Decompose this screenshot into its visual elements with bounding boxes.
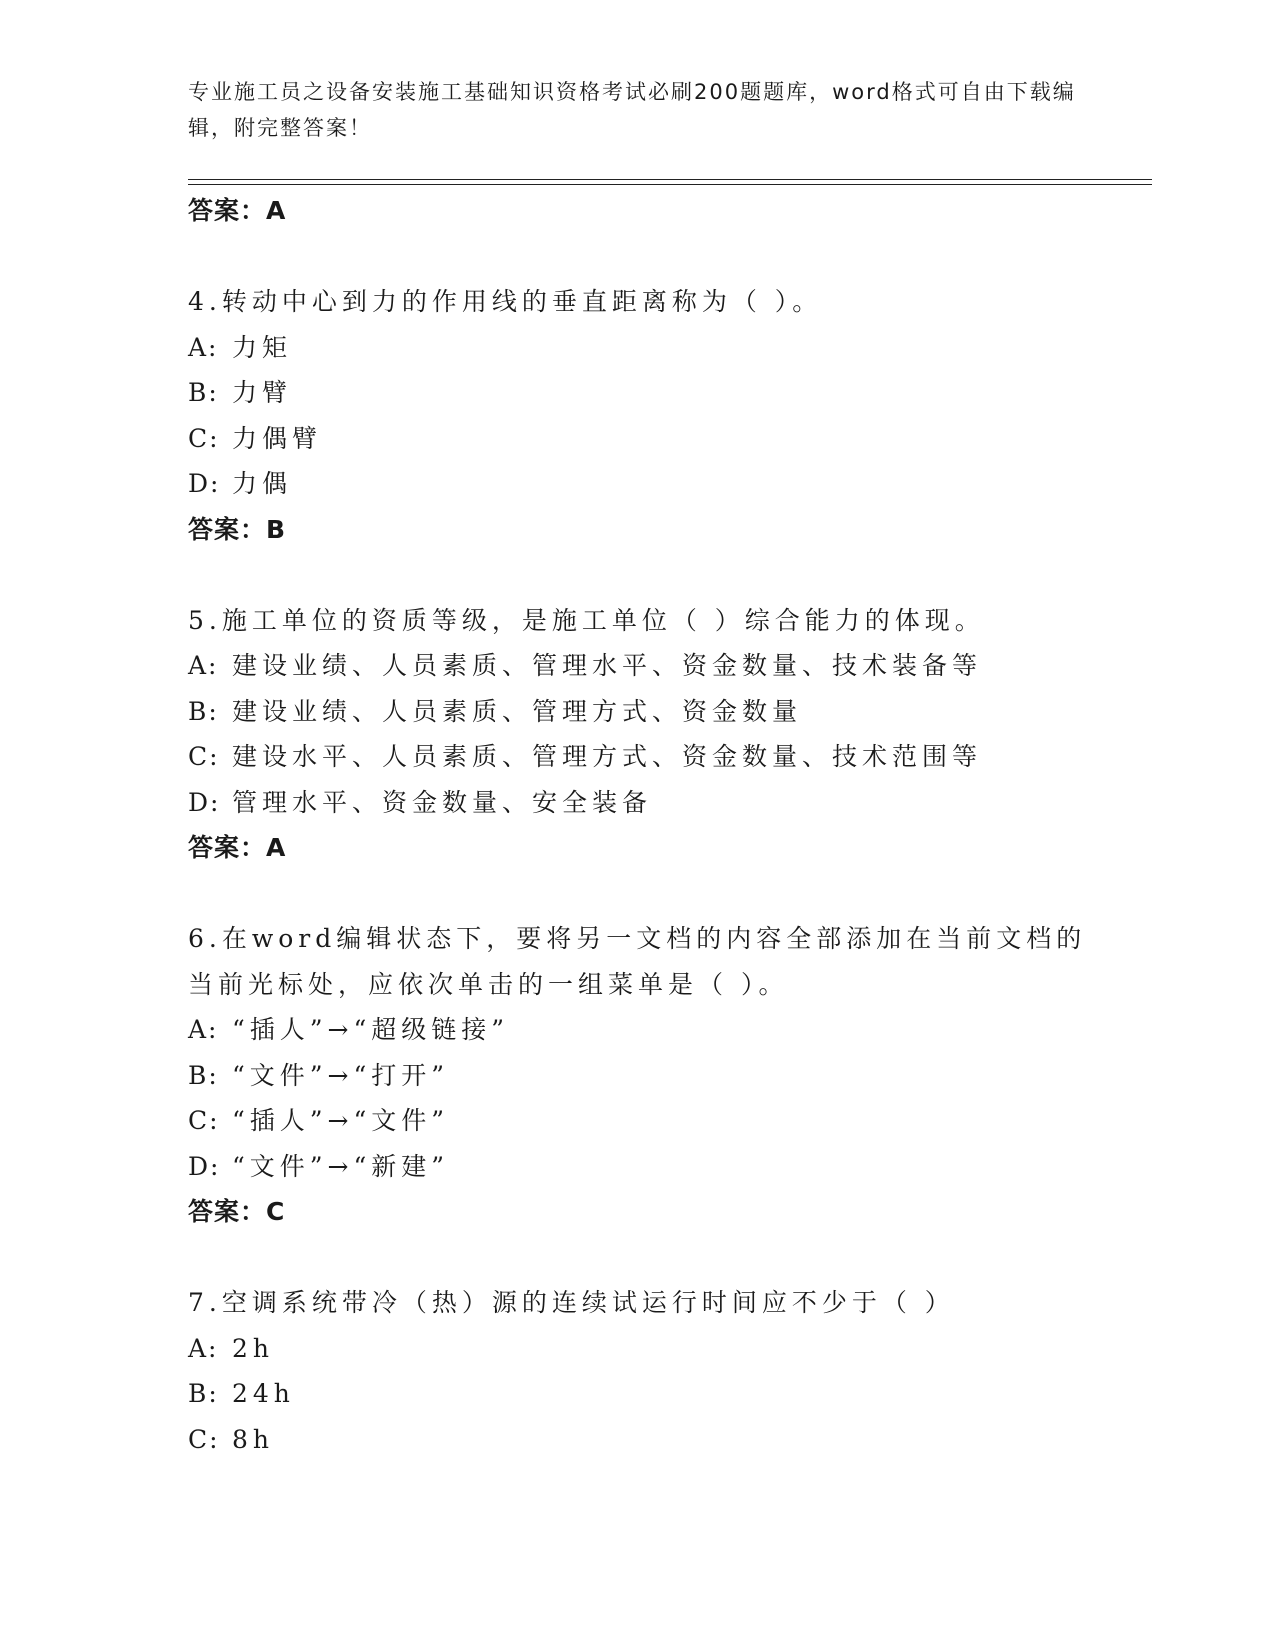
option-a	[188, 1007, 1088, 1053]
answer-label: 答案：	[188, 1197, 267, 1226]
option-text: 力臂	[232, 378, 293, 407]
question-7	[188, 1280, 1088, 1462]
option-letter: C:	[188, 423, 220, 453]
option-letter: C:	[188, 1424, 220, 1454]
option-letter: B:	[188, 1379, 219, 1408]
option-letter: D:	[188, 787, 221, 817]
question-6	[188, 916, 1088, 1235]
option-d	[188, 461, 1088, 507]
option-letter: A:	[188, 1015, 219, 1044]
answer-value: C	[266, 1197, 286, 1226]
question-4	[188, 279, 1088, 553]
spacer	[188, 1235, 1088, 1280]
option-text: 力偶臂	[232, 423, 323, 453]
answer-label: 答案：	[188, 833, 267, 862]
option-text: “插人”→“超级链接”	[232, 1015, 510, 1044]
answer-label: 答案：	[188, 514, 267, 544]
answer	[188, 1189, 1088, 1235]
option-letter: B:	[188, 1060, 219, 1090]
option-letter: A:	[188, 332, 219, 362]
option-d	[188, 780, 1088, 826]
question-stem	[188, 1280, 1088, 1326]
option-b	[188, 1053, 1088, 1099]
document-header	[188, 74, 1088, 146]
option-text: “文件”→“新建”	[232, 1151, 450, 1181]
option-text: 管理水平、资金数量、安全装备	[232, 787, 653, 817]
option-a	[188, 1326, 1088, 1372]
question-text: 在word编辑状态下，要将另一文档的内容全部添加在当前文档的当前光标处，应依次单击的一组菜单是（ ）。	[188, 924, 1087, 999]
answer-value: A	[266, 196, 287, 225]
header-rule-bottom	[188, 184, 1152, 185]
option-text: 建设业绩、人员素质、管理水平、资金数量、技术装备等	[232, 651, 983, 680]
option-letter: C:	[188, 742, 220, 771]
question-stem	[188, 598, 1088, 644]
answer-label: 答案：	[188, 196, 267, 225]
question-number: 4.	[188, 287, 222, 316]
option-letter: D:	[188, 469, 221, 498]
option-text: 8h	[232, 1424, 275, 1454]
option-text: 力偶	[232, 469, 293, 498]
answer	[188, 507, 1088, 553]
option-letter: A:	[188, 651, 219, 680]
option-letter: B:	[188, 696, 219, 726]
question-5	[188, 598, 1088, 872]
option-letter: B:	[188, 378, 219, 407]
spacer	[188, 234, 1088, 279]
option-letter: C:	[188, 1106, 220, 1135]
option-text: 建设业绩、人员素质、管理方式、资金数量	[232, 696, 803, 726]
question-stem	[188, 279, 1088, 325]
option-text: “插人”→“文件”	[232, 1106, 450, 1135]
option-a	[188, 325, 1088, 371]
question-number: 5.	[188, 605, 222, 635]
option-text: “文件”→“打开”	[232, 1060, 450, 1090]
option-c	[188, 416, 1088, 462]
option-b	[188, 1371, 1088, 1417]
question-text: 空调系统带冷（热）源的连续试运行时间应不少于（ ）	[221, 1288, 955, 1317]
option-letter: D:	[188, 1151, 221, 1181]
question-number: 6.	[188, 924, 222, 953]
option-text: 24h	[232, 1379, 295, 1408]
option-text: 2h	[232, 1333, 275, 1363]
spacer	[188, 553, 1088, 598]
option-d	[188, 1144, 1088, 1190]
header-rule-top	[188, 179, 1152, 180]
option-c	[188, 1417, 1088, 1463]
answer-prev	[188, 188, 1088, 234]
answer	[188, 825, 1088, 871]
spacer	[188, 871, 1088, 916]
option-b	[188, 370, 1088, 416]
question-text: 施工单位的资质等级，是施工单位（ ）综合能力的体现。	[221, 605, 985, 635]
question-number: 7.	[188, 1288, 222, 1317]
document-body	[188, 188, 1088, 1462]
option-b	[188, 689, 1088, 735]
header-title: 专业施工员之设备安装施工基础知识资格考试必刷200题题库，word格式可自由下载编辑，附完整答案！	[188, 80, 1076, 140]
option-a	[188, 643, 1088, 689]
option-text: 力矩	[232, 332, 293, 362]
option-c	[188, 1098, 1088, 1144]
option-c	[188, 734, 1088, 780]
question-text: 转动中心到力的作用线的垂直距离称为（ ）。	[221, 287, 823, 316]
answer-value: B	[266, 514, 287, 544]
answer-value: A	[266, 833, 287, 862]
option-text: 建设水平、人员素质、管理方式、资金数量、技术范围等	[232, 742, 983, 771]
question-stem	[188, 916, 1088, 1007]
option-letter: A:	[188, 1333, 219, 1363]
